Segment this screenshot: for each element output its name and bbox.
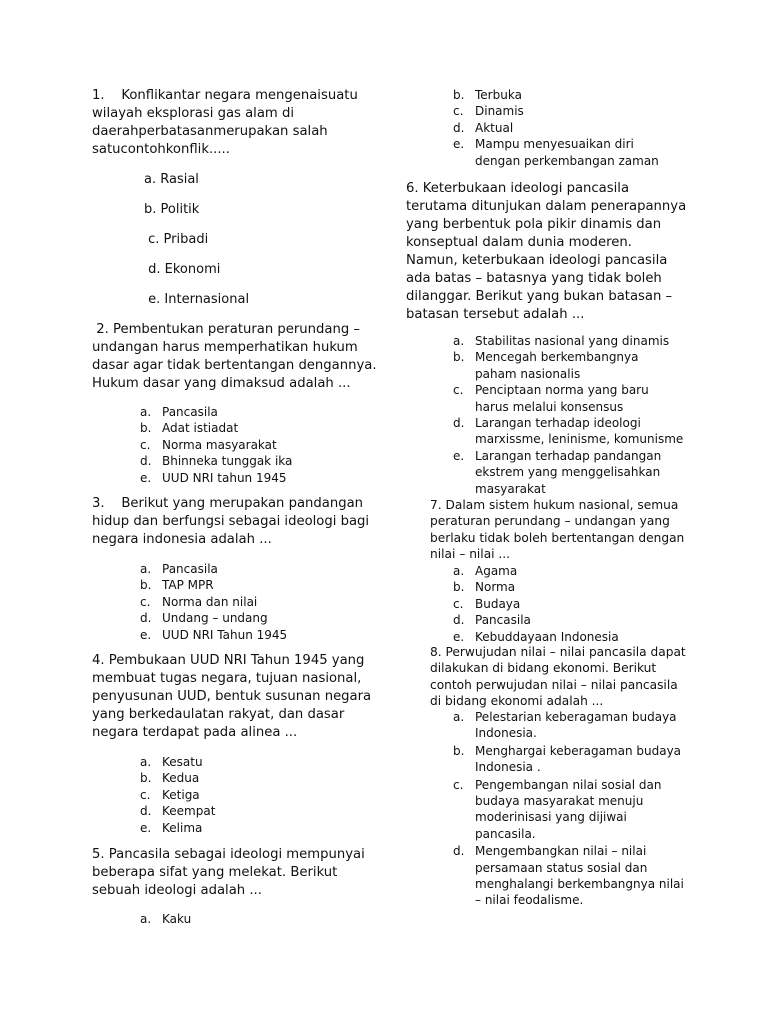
option-2d: d. Bhinneka tunggak ika: [140, 454, 293, 469]
option-7d: d. Pancasila: [453, 613, 531, 628]
option-7e: e. Kebuddayaan Indonesia: [453, 629, 619, 644]
option-8b: b. Menghargai keberagaman budaya Indonesia .: [453, 743, 682, 775]
question-1: 1. Konflikantar negara mengenaisuatu wilayah eksplorasi gas alam di daerahperbatasanmerupakan salah satucontohkonflik.....: [92, 88, 358, 157]
option-3b: b. TAP MPR: [140, 578, 214, 593]
option-4a: a. Kesatu: [140, 755, 203, 769]
option-3a: a. Pancasila: [140, 562, 218, 576]
option-6a: a. Stabilitas nasional yang dinamis: [453, 334, 670, 348]
option-8d: d. Mengembangkan nilai – nilai persamaan status sosial dan menghalangi berkembangnya nilai – nilai feodalisme.: [453, 844, 684, 908]
option-1a: a. Rasial: [144, 172, 199, 187]
option-3d: d. Undang – undang: [140, 611, 268, 626]
question-5-options-left: [140, 911, 191, 927]
option-5b: b. Terbuka: [453, 88, 522, 102]
option-6b: b. Mencegah berkembangnya paham nasionalis: [453, 350, 639, 381]
option-6d: d. Larangan terhadap ideologi marxissme, leninisme, komunisme: [453, 416, 684, 447]
option-2a: a. Pancasila: [140, 405, 218, 419]
question-7-options: [453, 563, 619, 645]
option-4c: c. Ketiga: [140, 787, 200, 802]
option-5e: e. Mampu menyesuaikan diri dengan perkembangan zaman: [453, 137, 659, 168]
option-2c: c. Norma masyarakat: [140, 437, 277, 452]
option-7a: a. Agama: [453, 564, 518, 578]
option-1d: d. Ekonomi: [144, 262, 221, 277]
option-2b: b. Adat istiadat: [140, 421, 239, 436]
question-7: 7. Dalam sistem hukum nasional, semua peraturan perundang – undangan yang berlaku tidak boleh bertentangan dengan nilai – nilai ...: [430, 498, 685, 562]
question-1-options: [144, 172, 249, 322]
option-5c: c. Dinamis: [453, 104, 524, 119]
option-7c: c. Budaya: [453, 596, 521, 611]
question-4: 4. Pembukaan UUD NRI Tahun 1945 yang membuat tugas negara, tujuan nasional, penyusunan UUD, bentuk susunan negara yang berkedaulatan rakyat, dan dasar negara terdapat pada alinea ...: [92, 653, 372, 740]
question-5: 5. Pancasila sebagai ideologi mempunyai beberapa sifat yang melekat. Berikut sebuah ideologi adalah ...: [92, 847, 365, 898]
option-3e: e. UUD NRI Tahun 1945: [140, 627, 288, 642]
option-5a: a. Kaku: [140, 912, 192, 926]
option-1c: c. Pribadi: [144, 232, 209, 247]
option-2e: e. UUD NRI tahun 1945: [140, 470, 287, 485]
option-1e: e. Internasional: [144, 292, 250, 307]
question-5-options-right: [453, 87, 659, 169]
question-2-options: [140, 404, 292, 486]
question-3-options: [140, 561, 287, 643]
question-8-options: [453, 709, 684, 909]
option-3c: c. Norma dan nilai: [140, 594, 258, 609]
option-4b: b. Kedua: [140, 771, 200, 786]
option-8a: a. Pelestarian keberagaman budaya Indonesia.: [453, 710, 677, 741]
option-4e: e. Kelima: [140, 820, 203, 835]
option-5d: d. Aktual: [453, 120, 514, 135]
option-4d: d. Keempat: [140, 804, 216, 819]
option-6e: e. Larangan terhadap pandangan ekstrem yang menggelisahkan masyarakat: [453, 448, 662, 496]
question-6-options: [453, 333, 683, 497]
question-6: 6. Keterbukaan ideologi pancasila terutama ditunjukan dalam penerapannya yang berbentuk pola pikir dinamis dan konseptual dalam dunia moderen. Namun, keterbukaan ideologi pancasila ada batas – batasnya yang tidak boleh dilanggar. Berikut yang bukan batasan – batasan tersebut adalah ...: [406, 181, 687, 322]
option-1b: b. Politik: [144, 202, 200, 217]
question-8: 8. Perwujudan nilai – nilai pancasila dapat dilakukan di bidang ekonomi. Berikut contoh perwujudan nilai – nilai pancasila di bidang ekonomi adalah ...: [430, 645, 686, 709]
question-4-options: [140, 754, 215, 836]
question-2: 2. Pembentukan peraturan perundang – undangan harus memperhatikan hukum dasar agar tidak bertentangan dengannya. Hukum dasar yang dimaksud adalah ...: [92, 322, 377, 391]
option-7b: b. Norma: [453, 580, 516, 595]
question-3: 3. Berikut yang merupakan pandangan hidup dan berfungsi sebagai ideologi bagi negara indonesia adalah ...: [92, 496, 370, 547]
option-6c: c. Penciptaan norma yang baru harus melalui konsensus: [453, 383, 649, 414]
option-8c: c. Pengembangan nilai sosial dan budaya masyarakat menuju moderinisasi yang dijiwai pancasila.: [453, 777, 662, 841]
